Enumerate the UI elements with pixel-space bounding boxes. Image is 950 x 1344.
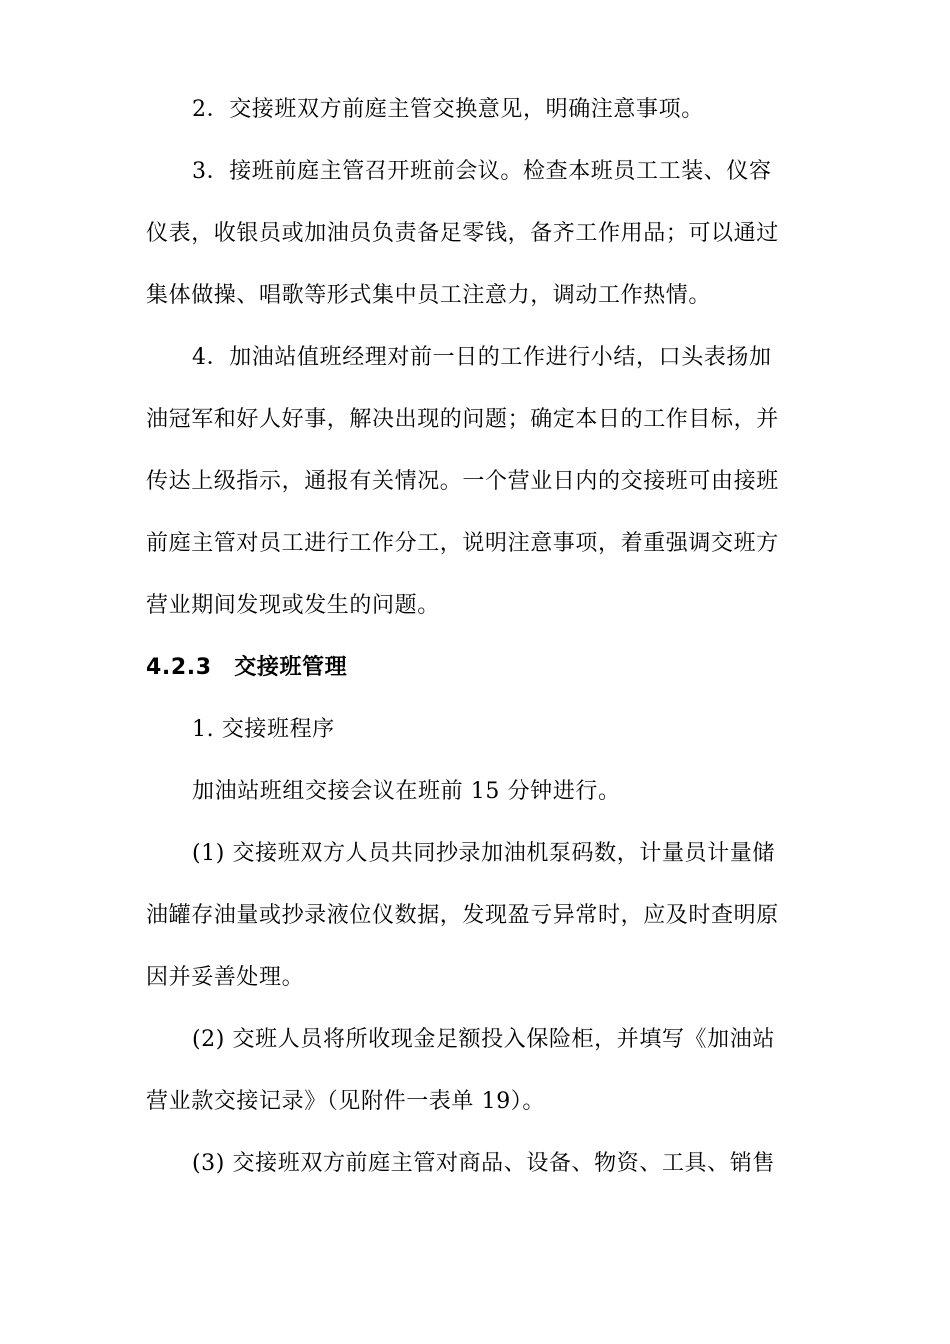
paragraph-line: (1) 交接班双方人员共同抄录加油机泵码数，计量员计量储 xyxy=(192,841,775,866)
paragraph-line: 传达上级指示，通报有关情况。一个营业日内的交接班可由接班 xyxy=(146,469,779,494)
paragraph-line: 油罐存油量或抄录液位仪数据，发现盈亏异常时，应及时查明原 xyxy=(146,903,779,928)
paragraph-line: 营业款交接记录》（见附件一表单 19）。 xyxy=(146,1089,545,1114)
subsection-heading: 1. 交接班程序 xyxy=(192,717,335,742)
paragraph-line: 加油站班组交接会议在班前 15 分钟进行。 xyxy=(192,779,621,804)
paragraph-line: 因并妥善处理。 xyxy=(146,965,305,990)
paragraph-line: 前庭主管对员工进行工作分工，说明注意事项，着重强调交班方 xyxy=(146,531,779,556)
paragraph-line: 营业期间发现或发生的问题。 xyxy=(146,593,440,618)
section-heading: 4.2.3 交接班管理 xyxy=(146,655,348,680)
paragraph-line: 2．交接班双方前庭主管交换意见，明确注意事项。 xyxy=(192,97,704,122)
paragraph-line: 集体做操、唱歌等形式集中员工注意力，调动工作热情。 xyxy=(146,283,712,308)
paragraph-line: 仪表，收银员或加油员负责备足零钱，备齐工作用品；可以通过 xyxy=(146,221,779,246)
paragraph-line: 4．加油站值班经理对前一日的工作进行小结，口头表扬加 xyxy=(192,345,772,370)
paragraph-line: 3．接班前庭主管召开班前会议。检查本班员工工装、仪容 xyxy=(192,159,772,184)
paragraph-line: (2) 交班人员将所收现金足额投入保险柜，并填写《加油站 xyxy=(192,1027,775,1052)
paragraph-line: 油冠军和好人好事，解决出现的问题；确定本日的工作目标，并 xyxy=(146,407,779,432)
paragraph-line: (3) 交接班双方前庭主管对商品、设备、物资、工具、销售 xyxy=(192,1151,775,1176)
